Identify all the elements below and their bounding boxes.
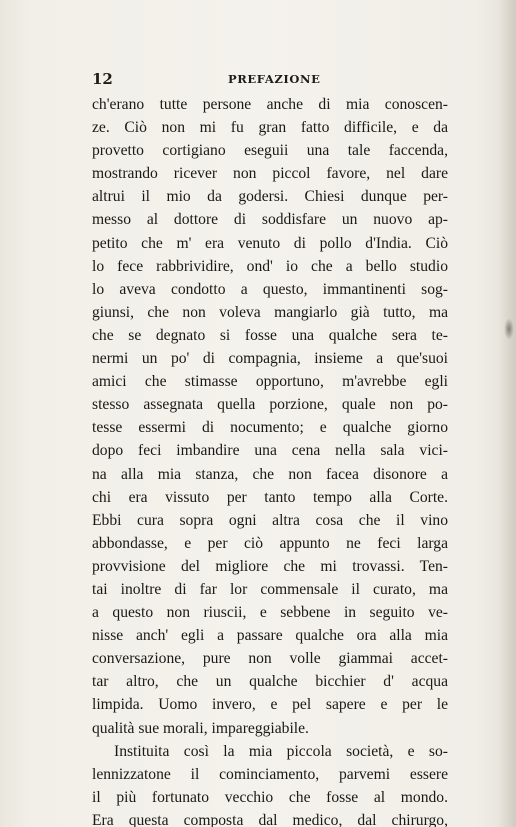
text-line: altrui il mio da godersi. Chiesi dunque per- [92,188,448,206]
text-line: amici che stimasse opportuno, m'avrebbe egli [92,373,448,391]
text-line: lennizzatone il cominciamento, parvemi essere [92,765,448,783]
text-line: Era questa composta dal medico, dal chirurgo, [92,811,448,827]
text-line: ze. Ciò non mi fu gran fatto difficile, e da [92,119,448,137]
text-line: giunsi, che non voleva mangiarlo già tutto, ma [92,303,448,321]
ink-smudge [504,318,514,340]
text-line: na alla mia stanza, che non facea disonore a [92,465,448,483]
text-line: provvisione del migliore che mi trovassi. Ten- [92,557,448,575]
text-line: nermi un po' di compagnia, insieme a que'suoi [92,350,448,368]
text-line: lo fece rabbrividire, ond' io che a bello studio [92,257,448,275]
text-line: ch'erano tutte persone anche di mia conoscen- [92,96,448,113]
text-line: tar altro, che un qualche bicchier d' acqua [92,673,448,691]
text-line: il più fortunato vecchio che fosse al mondo. [92,788,448,806]
text-line: qualità sue morali, impareggiabile. [92,719,309,737]
text-line: tesse essermi di nocumento; e qualche giorno [92,419,448,437]
text-line: conversazione, pure non volle giammai accet- [92,650,448,668]
text-line: tai inoltre di far lor commensale il curato, ma [92,580,448,598]
text-line: provetto cortigiano eseguii una tale faccenda, [92,142,448,160]
text-line: chi era vissuto per tanto tempo alla Corte. [92,488,448,506]
text-line: stesso assegnata quella porzione, quale non po- [92,396,448,414]
text-line: nisse anch' egli a passare qualche ora alla mia [92,627,448,645]
text-line: abbondasse, e per ciò appunto ne feci larga [92,534,448,552]
text-line: che se degnato si fosse una qualche sera te- [92,326,448,344]
body-text [92,93,448,827]
text-line: lo aveva condotto a questo, immantinenti sog- [92,280,448,298]
text-line: petito che m' era venuto di pollo d'India. Ciò [92,234,448,252]
running-title: PREFAZIONE [228,72,321,86]
text-line: limpida. Uomo invero, e pel sapere e per le [92,696,448,714]
text-line: Ebbi cura sopra ogni altra cosa che il vino [92,511,448,529]
text-line: dopo feci imbandire una cena nella sala vici- [92,442,448,460]
text-line: a questo non riuscii, e sebbene in seguito ve- [92,604,448,622]
text-line: mostrando ricever non piccol favore, nel dare [92,165,448,183]
text-line: messo al dottore di soddisfare un nuovo ap- [92,211,448,229]
page-header [92,70,444,92]
text-line: Instituita così la mia piccola società, e so- [114,742,448,760]
page-edge-shadow [498,0,516,827]
page-number: 12 [92,70,113,88]
